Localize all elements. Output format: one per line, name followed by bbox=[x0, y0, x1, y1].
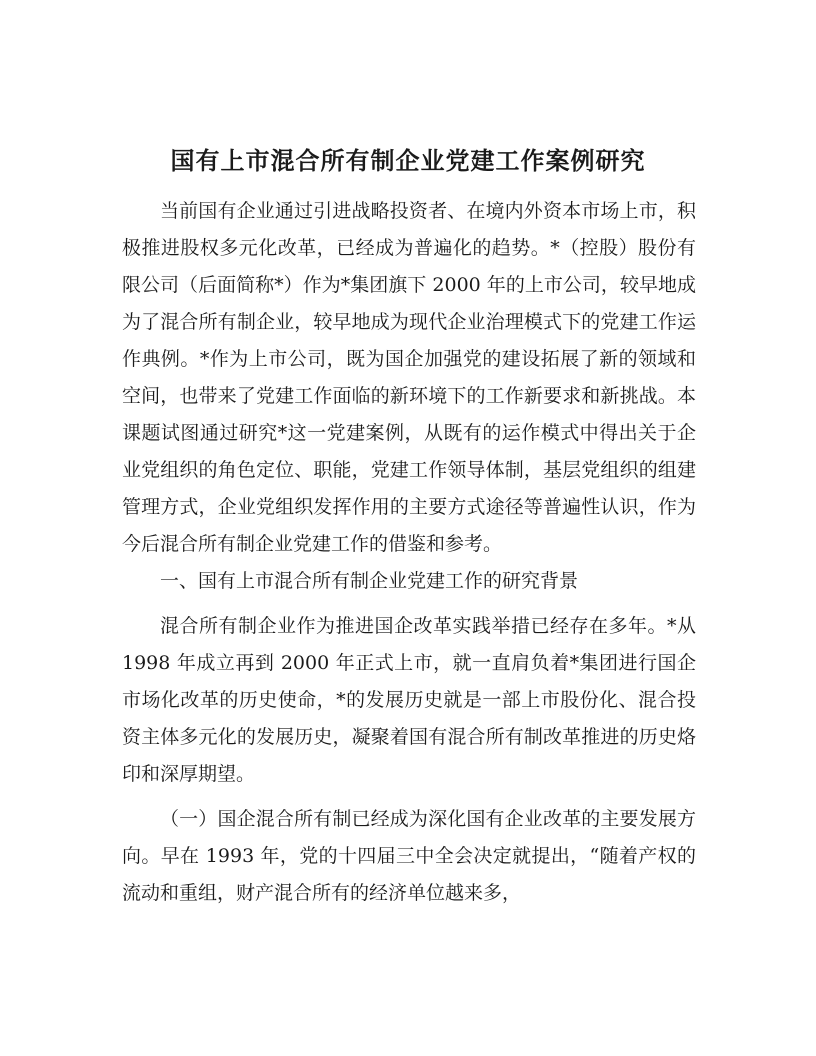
paragraph-subsection-1: （一）国企混合所有制已经成为深化国有企业改革的主要发展方向。早在 1993 年，党的十四届三中全会决定就提出，“随着产权的流动和重组，财产混合所有的经济单位越来多， bbox=[122, 808, 696, 904]
section-heading-1: 一、国有上市混合所有制企业党建工作的研究背景 bbox=[160, 570, 579, 592]
document-title: 国有上市混合所有制企业党建工作案例研究 bbox=[170, 147, 646, 175]
paragraph-background: 混合所有制企业作为推进国企改革实践举措已经存在多年。*从 1998 年成立再到 2000 年正式上市，就一直肩负着*集团进行国企市场化改革的历史使命，*的发展历史就是一部上市股份化、混合投资主体多元化的发展历史，凝聚着国有混合所有制改革推进的历史烙印和深厚期望。 bbox=[122, 615, 696, 785]
paragraph-intro: 当前国有企业通过引进战略投资者、在境内外资本市场上市，积极推进股权多元化改革，已经成为普遍化的趋势。*（控股）股份有限公司（后面简称*）作为*集团旗下 2000 年的上市公司，较早地成为了混合所有制企业，较早地成为现代企业治理模式下的党建工作运作典例。*作为上市公司，既为国企加强党的建设拓展了新的领域和空间，也带来了党建工作面临的新环境下的工作新要求和新挑战。本课题试图通过研究*这一党建案例，从既有的运作模式中得出关于企业党组织的角色定位、职能，党建工作领导体制，基层党组织的组建管理方式，企业党组织发挥作用的主要方式途径等普遍性认识，作为今后混合所有制企业党建工作的借鉴和参考。 bbox=[122, 200, 696, 555]
document-body bbox=[122, 193, 696, 912]
